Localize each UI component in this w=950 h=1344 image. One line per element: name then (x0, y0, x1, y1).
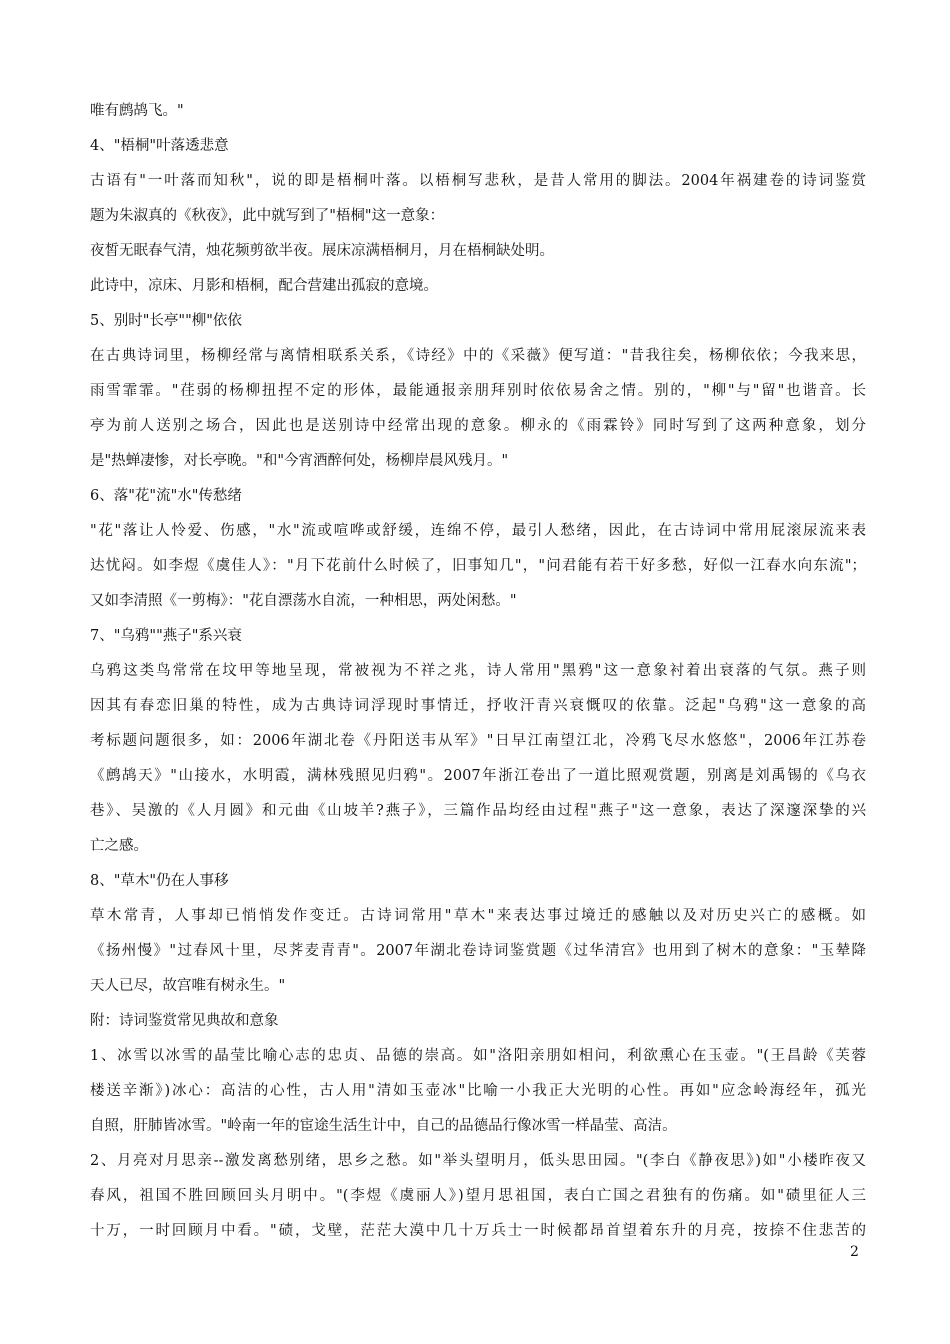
text-line: 因其有春恋旧巢的特性，成为古典诗词浮现时事情迁，抒收汗青兴衰慨叹的依靠。泛起"乌鸦"这一意象的高 (90, 698, 866, 714)
text-line: 《扬州慢》"过春风十里，尽荠麦青青"。2007年湖北卷诗词鉴赏题《过华清宫》也用到了树木的意象："玉辇降 (90, 943, 866, 959)
text-line: 1、冰雪以冰雪的晶莹比喻心志的忠贞、品德的崇高。如"洛阳亲朋如相问，利欲熏心在玉壶。"(王昌龄《芙蓉 (90, 1048, 866, 1064)
text-line: 8、"草木"仍在人事移 (90, 873, 229, 889)
text-line: 亭为前人送别之场合，因此也是送别诗中经常出现的意象。柳永的《雨霖铃》同时写到了这两种意象，划分 (90, 418, 866, 434)
text-line: 又如李清照《一剪梅》："花自漂荡水自流，一种相思，两处闲愁。" (90, 593, 517, 609)
text-line: 7、"乌鸦""燕子"系兴衰 (90, 628, 242, 644)
text-line: 达忧闷。如李煜《虞佳人》："月下花前什么时候了，旧事知几"，"问君能有若干好多愁，好似一江春水向东流"； (90, 558, 866, 574)
text-line: 题为朱淑真的《秋夜》，此中就写到了"梧桐"这一意象： (90, 208, 445, 224)
text-line: 6、落"花"流"水"传愁绪 (90, 488, 242, 504)
text-line: 古语有"一叶落而知秋"，说的即是梧桐叶落。以梧桐写悲秋，是昔人常用的脚法。2004年祸建卷的诗词鉴赏 (90, 173, 866, 189)
text-line: 春风，祖国不胜回顾回头月明中。"(李煜《虞丽人》)望月思祖国，表白亡国之君独有的伤痛。如"碛里征人三 (90, 1188, 866, 1204)
text-line: 巷》、吴激的《人月圆》和元曲《山坡羊?燕子》，三篇作品均经由过程"燕子"这一意象，表达了深邃深挚的兴 (90, 803, 866, 819)
text-line: 雨雪霏霏。"荏弱的杨柳扭捏不定的形体，最能通报亲朋拜别时依依易舍之情。别的，"柳"与"留"也谐音。长 (90, 383, 866, 399)
text-line: 此诗中，凉床、月影和梧桐，配合营建出孤寂的意境。 (90, 278, 438, 294)
text-line: 2、月亮对月思亲--激发离愁别绪，思乡之愁。如"举头望明月，低头思田园。"(李白《静夜思》)如"小楼昨夜又 (90, 1153, 866, 1169)
text-line: 唯有鹧鸪飞。" (90, 103, 184, 119)
text-line: 《鹧鸪天》"山接水，水明霞，满林残照见归鸦"。2007年浙江卷出了一道比照观赏题，别离是刘禹锡的《乌衣 (90, 768, 866, 784)
text-line: 附：诗词鉴赏常见典故和意象 (90, 1013, 279, 1029)
text-line: 是"热蝉凄惨，对长亭晚。"和"今宵酒醉何处，杨柳岸晨风残月。" (90, 453, 509, 469)
text-line: 草木常青，人事却已悄悄发作变迁。古诗词常用"草木"来表达事过境迁的感触以及对历史兴亡的感概。如 (90, 908, 866, 924)
text-line: 夜皙无眠春气清，烛花频剪欲半夜。展床凉满梧桐月，月在梧桐缺处明。 (90, 243, 554, 259)
text-line: "花"落让人怜爱、伤感，"水"流或喧哗或舒缓，连绵不停，最引人愁绪，因此，在古诗词中常用屁滚尿流来表 (90, 523, 866, 539)
text-line: 考标题问题很多，如：2006年湖北卷《丹阳送韦从军》"日早江南望江北，冷鸦飞尽水悠悠"，2006年江苏卷 (90, 733, 866, 749)
text-line: 在古典诗词里，杨柳经常与离情相联系关系，《诗经》中的《采薇》便写道："昔我往矣，杨柳依依；今我来思， (90, 348, 866, 364)
text-line: 亡之感。 (90, 838, 148, 854)
text-line: 自照，肝肺皆冰雪。"岭南一年的宦途生活生计中，自己的品德品行像冰雪一样晶莹、高洁。 (90, 1118, 677, 1134)
text-line: 乌鸦这类鸟常常在坟甲等地呈现，常被视为不祥之兆，诗人常用"黑鸦"这一意象衬着出衰落的气氛。燕子则 (90, 663, 866, 679)
text-line: 天人已尽，故宫唯有树永生。" (90, 978, 286, 994)
document-body (90, 94, 866, 1249)
page-number: 2 (850, 1244, 859, 1260)
text-line: 楼送辛渐》)冰心：高洁的心性，古人用"清如玉壶冰"比喻一小我正大光明的心性。再如"应念岭海经年，孤光 (90, 1083, 866, 1099)
text-line: 十万，一时回顾月中看。"碛，戈壁，茫茫大漠中几十万兵士一时候都昂首望着东升的月亮，按捺不住悲苦的 (90, 1223, 866, 1239)
text-line: 4、"梧桐"叶落透悲意 (90, 138, 229, 154)
text-line: 5、别时"长亭""柳"依依 (90, 313, 242, 329)
